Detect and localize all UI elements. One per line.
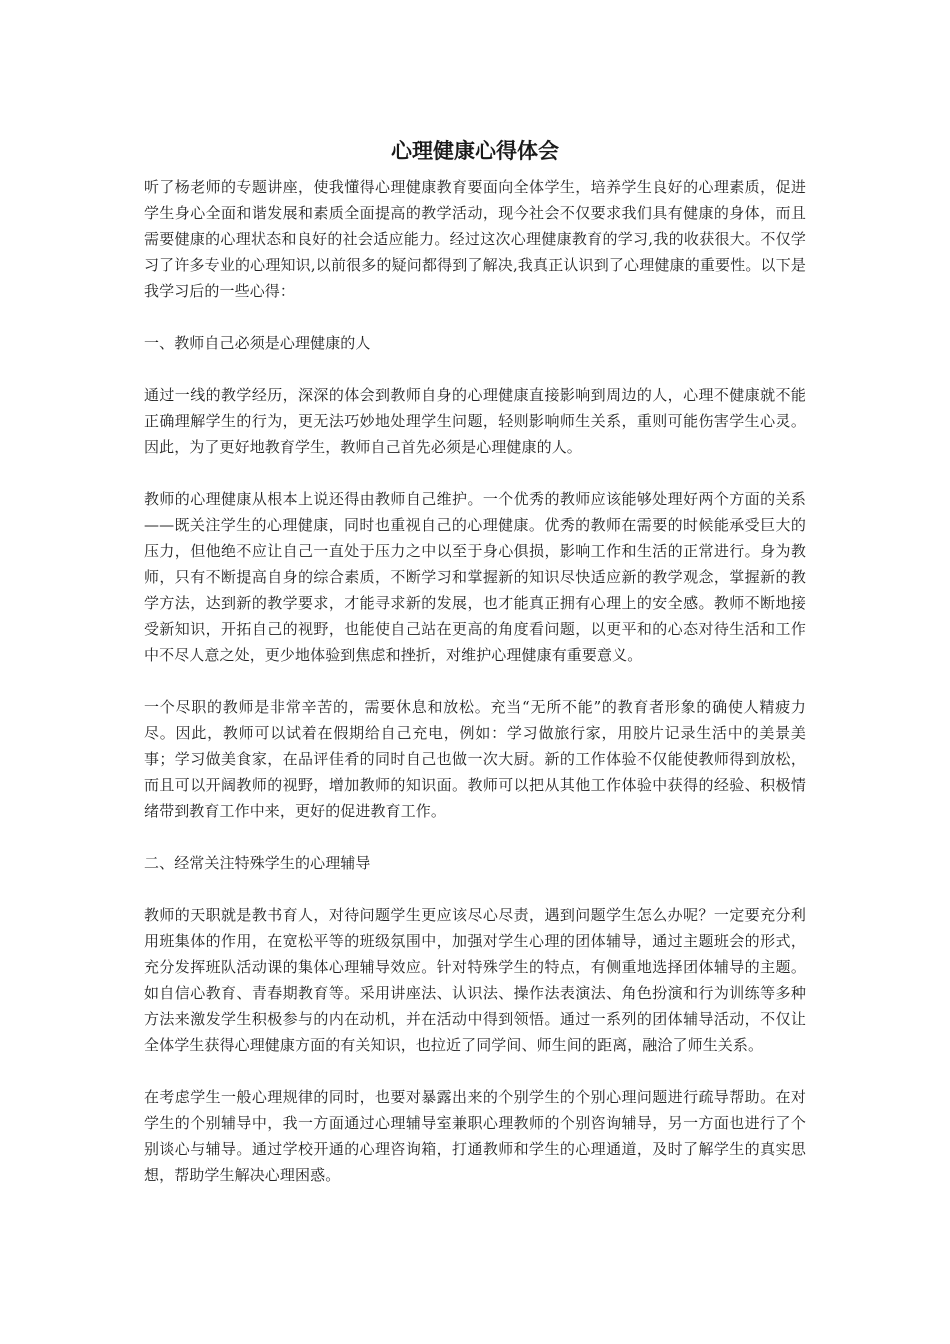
section-heading-2: 二、经常关注特殊学生的心理辅导 <box>144 854 371 872</box>
body-paragraph: 通过一线的教学经历，深深的体会到教师自身的心理健康直接影响到周边的人，心理不健康就不能正确理解学生的行为，更无法巧妙地处理学生问题，轻则影响师生关系，重则可能伤害学生心灵。因此，为了更好地教育学生，教师自己首先必须是心理健康的人。 <box>144 386 806 456</box>
document-body <box>144 174 806 1214</box>
intro-paragraph: 听了杨老师的专题讲座，使我懂得心理健康教育要面向全体学生，培养学生良好的心理素质，促进学生身心全面和谐发展和素质全面提高的教学活动，现今社会不仅要求我们具有健康的身体，而且需要健康的心理状态和良好的社会适应能力。经过这次心理健康教育的学习,我的收获很大。不仅学习了许多专业的心理知识,以前很多的疑问都得到了解决,我真正认识到了心理健康的重要性。以下是我学习后的一些心得： <box>144 178 806 300</box>
document-title: 心理健康心得体会 <box>391 139 559 163</box>
section-heading-1: 一、教师自己必须是心理健康的人 <box>144 334 371 352</box>
body-paragraph: 教师的心理健康从根本上说还得由教师自己维护。一个优秀的教师应该能够处理好两个方面的关系——既关注学生的心理健康，同时也重视自己的心理健康。优秀的教师在需要的时候能承受巨大的压力，但他绝不应让自己一直处于压力之中以至于身心俱损，影响工作和生活的正常进行。身为教师，只有不断提高自身的综合素质，不断学习和掌握新的知识尽快适应新的教学观念，掌握新的教学方法，达到新的教学要求，才能寻求新的发展，也才能真正拥有心理上的安全感。教师不断地接受新知识，开拓自己的视野，也能使自己站在更高的角度看问题，以更平和的心态对待生活和工作中不尽人意之处，更少地体验到焦虑和挫折，对维护心理健康有重要意义。 <box>144 490 806 664</box>
body-paragraph: 一个尽职的教师是非常辛苦的，需要休息和放松。充当“无所不能”的教育者形象的确使人精疲力尽。因此，教师可以试着在假期给自己充电，例如：学习做旅行家，用胶片记录生活中的美景美事；学习做美食家，在品评佳肴的同时自己也做一次大厨。新的工作体验不仅能使教师得到放松，而且可以开阔教师的视野，增加教师的知识面。教师可以把从其他工作体验中获得的经验、积极情绪带到教育工作中来，更好的促进教育工作。 <box>144 698 806 820</box>
body-paragraph: 在考虑学生一般心理规律的同时，也要对暴露出来的个别学生的个别心理问题进行疏导帮助。在对学生的个别辅导中，我一方面通过心理辅导室兼职心理教师的个别咨询辅导，另一方面也进行了个别谈心与辅导。通过学校开通的心理咨询箱，打通教师和学生的心理通道，及时了解学生的真实思想，帮助学生解决心理困惑。 <box>144 1088 806 1184</box>
body-paragraph: 教师的天职就是教书育人，对待问题学生更应该尽心尽责，遇到问题学生怎么办呢？一定要充分利用班集体的作用，在宽松平等的班级氛围中，加强对学生心理的团体辅导，通过主题班会的形式，充分发挥班队活动课的集体心理辅导效应。针对特殊学生的特点，有侧重地选择团体辅导的主题。如自信心教育、青春期教育等。采用讲座法、认识法、操作法表演法、角色扮演和行为训练等多种方法来激发学生积极参与的内在动机，并在活动中得到领悟。通过一系列的团体辅导活动，不仅让全体学生获得心理健康方面的有关知识，也拉近了同学间、师生间的距离，融洽了师生关系。 <box>144 906 806 1054</box>
